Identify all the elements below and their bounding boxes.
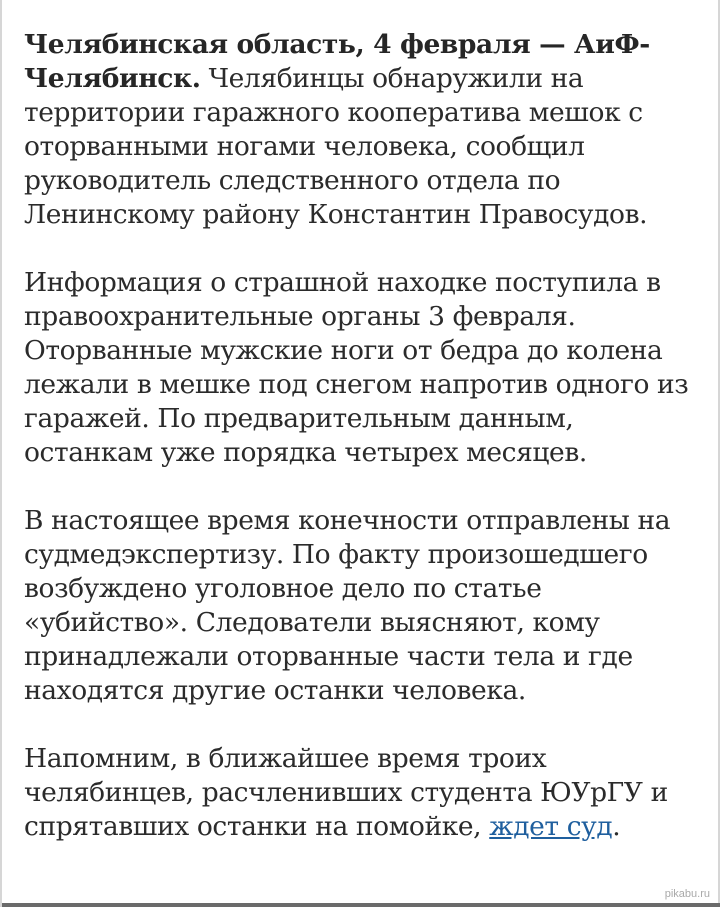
paragraph-4-end: . [612,811,621,842]
article-lead: Челябинская область, 4 февраля — АиФ-Челябинск. [24,29,650,94]
paragraph-3: В настоящее время конечности отправлены на судмедэкспертизу. По факту произошедшего возбуждено уголовное дело по статье «убийство». Следователи выясняют, кому принадлежали оторванные части тела и где находятся другие останки человека. [24,505,671,706]
paragraph-1 [24,28,704,232]
article-body [24,28,704,878]
bottom-divider [2,903,720,907]
watermark: pikabu.ru [664,888,710,900]
court-link[interactable]: ждет суд [489,811,613,842]
paragraph-4 [24,742,704,844]
paragraph-4-text: Напомним, в ближайшее время троих челябинцев, расчленивших студента ЮУрГУ и спрятавших останки на помойке, [24,743,668,842]
paragraph-2: Информация о страшной находке поступила в правоохранительные органы 3 февраля. Оторванные мужские ноги от бедра до колена лежали в мешке под снегом напротив одного из гаражей. По предварительным данным, останкам уже порядка четырех месяцев. [24,267,689,468]
paragraph-1-text: Челябинцы обнаружили на территории гаражного кооператива мешок с оторванными ногами человека, сообщил руководитель следственного отдела по Ленинскому району Константин Правосудов. [24,63,648,230]
